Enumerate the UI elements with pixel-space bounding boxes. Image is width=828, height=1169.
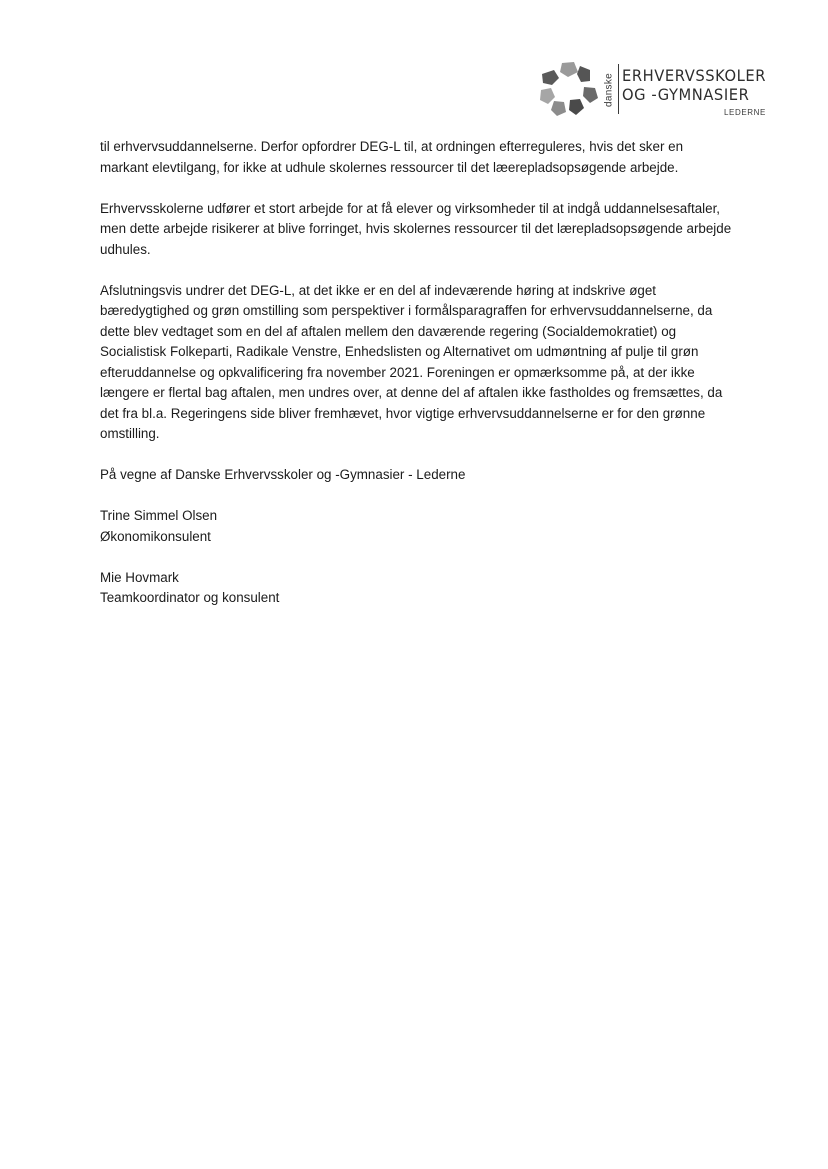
paragraph-2 bbox=[100, 199, 740, 261]
paragraph-3-line-4: Socialistisk Folkeparti, Radikale Venstre, Enhedslisten og Alternativet om udmøntning af pulje til grøn bbox=[100, 344, 699, 359]
paragraph-1-line-1: til erhvervsuddannelserne. Derfor opfordrer DEG-L til, at ordningen efterreguleres, hvis det sker en bbox=[100, 139, 684, 154]
closing-line: På vegne af Danske Erhvervsskoler og -Gymnasier - Lederne bbox=[100, 467, 466, 482]
signatory-1 bbox=[100, 506, 740, 547]
paragraph-3 bbox=[100, 281, 740, 445]
organization-logo bbox=[538, 60, 768, 124]
star-cluster-logo-icon bbox=[538, 60, 600, 118]
signatory-title: Teamkoordinator og konsulent bbox=[100, 590, 280, 605]
signatory-title: Økonomikonsulent bbox=[100, 528, 211, 544]
paragraph-3-line-2: bæredygtighed og grøn omstilling som perspektiver i formålsparagraffen for erhvervsuddannelserne, da bbox=[100, 303, 713, 318]
paragraph-3-line-7: det fra bl.a. Regeringens side bliver fremhævet, hvor vigtige erhvervsuddannelserne er for den grønne bbox=[100, 405, 706, 421]
signatory-name: Trine Simmel Olsen bbox=[100, 508, 218, 523]
paragraph-3-line-5: efteruddannelse og opkvalificering fra november 2021. Foreningen er opmærksomme på, at der ikke bbox=[100, 364, 695, 380]
paragraph-1-line-2: markant elevtilgang, for ikke at udhule skolernes ressourcer til det læerepladsopsøgende arbejde. bbox=[100, 159, 679, 175]
signatory-2 bbox=[100, 568, 740, 609]
paragraph-3-line-6: længere er flertal bag aftalen, men undres over, at denne del af aftalen ikke fastholdes og fremsættes, da bbox=[100, 385, 723, 400]
paragraph-3-line-8: omstilling. bbox=[100, 426, 160, 441]
paragraph-2-line-3: udhules. bbox=[100, 241, 151, 257]
logo-divider bbox=[618, 64, 619, 114]
paragraph-1 bbox=[100, 137, 740, 178]
paragraph-3-line-1: Afslutningsvis undrer det DEG-L, at det ikke er en del af indeværende høring at indskrive øget bbox=[100, 282, 656, 298]
paragraph-2-line-1: Erhvervsskolerne udfører et stort arbejde for at få elever og virksomheder til at indgå uddannelsesaftaler, bbox=[100, 200, 721, 216]
letter-body bbox=[100, 137, 740, 629]
logo-subtitle: LEDERNE bbox=[724, 108, 766, 117]
signatory-name: Mie Hovmark bbox=[100, 569, 179, 585]
paragraph-2-line-2: men dette arbejde risikerer at blive forringet, hvis skolernes ressourcer til det lærepladsopsøgende arbejde bbox=[100, 221, 732, 236]
logo-title-line1: ERHVERVSSKOLER bbox=[622, 66, 767, 85]
logo-vertical-label: danske bbox=[603, 72, 615, 108]
paragraph-3-line-3: dette blev vedtaget som en del af aftalen mellem den daværende regering (Socialdemokratiet) og bbox=[100, 323, 677, 339]
logo-title-line2: OG -GYMNASIER bbox=[622, 85, 750, 104]
